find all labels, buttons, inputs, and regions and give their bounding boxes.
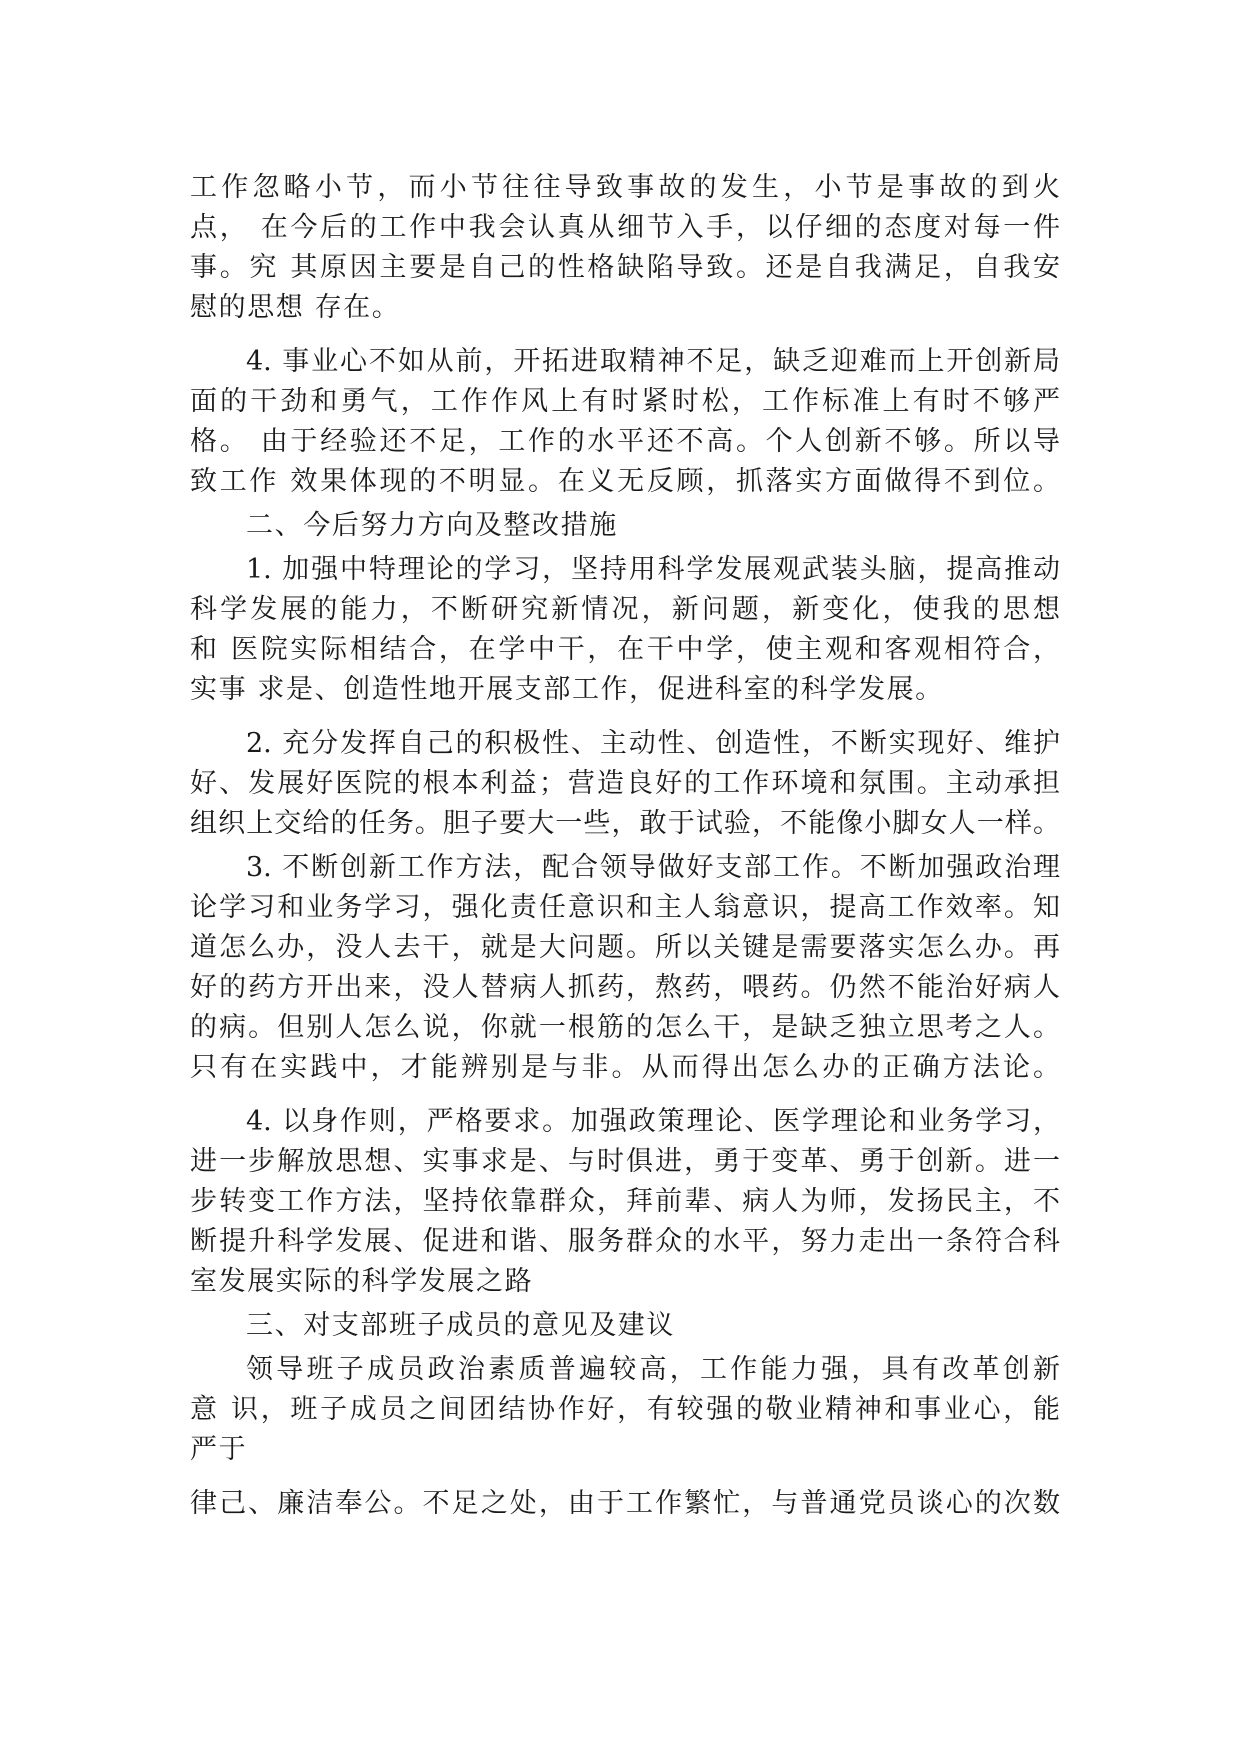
text-line: 格。 由于经验还不足，工作的水平还不高。个人创新不够。所以导 — [190, 426, 1060, 457]
text-line: 致工作 效果体现的不明显。在义无反顾，抓落实方面做得不到位。 — [190, 466, 1060, 497]
text-line: 实事 求是、创造性地开展支部工作，促进科室的科学发展。 — [190, 674, 944, 705]
text-line: 好、发展好医院的根本利益；营造良好的工作环境和氛围。主动承担 — [190, 768, 1060, 799]
text-line: 事。究 其原因主要是自己的性格缺陷导致。还是自我满足，自我安 — [190, 252, 1060, 283]
paragraph — [190, 724, 1060, 844]
text-line: 道怎么办，没人去干，就是大问题。所以关键是需要落实怎么办。再 — [190, 932, 1060, 963]
document-body — [190, 168, 1060, 1524]
text-line: 1. 加强中特理论的学习，坚持用科学发展观武装头脑，提高推动 — [246, 554, 1060, 585]
text-line: 和 医院实际相结合，在学中干，在干中学，使主观和客观相符合， — [190, 634, 1060, 665]
text-line: 断提升科学发展、促进和谐、服务群众的水平，努力走出一条符合科 — [190, 1226, 1060, 1257]
paragraph — [190, 1484, 1060, 1524]
text-line: 只有在实践中，才能辨别是与非。从而得出怎么办的正确方法论。 — [190, 1052, 1060, 1083]
text-line: 4. 事业心不如从前，开拓进取精神不足，缺乏迎难而上开创新局 — [246, 346, 1060, 377]
text-line: 好的药方开出来，没人替病人抓药，熬药，喂药。仍然不能治好病人 — [190, 972, 1060, 1003]
text-line: 2. 充分发挥自己的积极性、主动性、创造性，不断实现好、维护 — [246, 728, 1060, 759]
text-line: 慰的思想 存在。 — [190, 292, 401, 323]
text-line: 律己、廉洁奉公。不足之处，由于工作繁忙，与普通党员谈心的次数 — [190, 1488, 1060, 1519]
heading-text: 三、对支部班子成员的意见及建议 — [246, 1310, 675, 1341]
text-line: 意 识，班子成员之间团结协作好，有较强的敬业精神和事业心，能 — [190, 1394, 1060, 1425]
text-line: 点， 在今后的工作中我会认真从细节入手，以仔细的态度对每一件 — [190, 212, 1060, 243]
section-heading — [190, 1306, 1060, 1346]
paragraph — [190, 1102, 1060, 1302]
paragraph — [190, 168, 1060, 328]
text-line: 严于 — [190, 1434, 248, 1465]
text-line: 的病。但别人怎么说，你就一根筋的怎么干，是缺乏独立思考之人。 — [190, 1012, 1060, 1043]
paragraph — [190, 550, 1060, 710]
text-line: 论学习和业务学习，强化责任意识和主人翁意识，提高工作效率。知 — [190, 892, 1060, 923]
text-line: 室发展实际的科学发展之路 — [190, 1266, 534, 1297]
text-line: 步转变工作方法，坚持依靠群众，拜前辈、病人为师，发扬民主，不 — [190, 1186, 1060, 1217]
text-line: 4. 以身作则，严格要求。加强政策理论、医学理论和业务学习， — [246, 1106, 1060, 1137]
heading-text: 二、今后努力方向及整改措施 — [246, 510, 618, 541]
text-line: 3. 不断创新工作方法，配合领导做好支部工作。不断加强政治理 — [246, 852, 1060, 883]
text-line: 科学发展的能力，不断研究新情况，新问题，新变化，使我的思想 — [190, 594, 1060, 625]
text-line: 面的干劲和勇气，工作作风上有时紧时松，工作标准上有时不够严 — [190, 386, 1060, 417]
section-heading — [190, 506, 1060, 546]
paragraph — [190, 1350, 1060, 1470]
paragraph — [190, 342, 1060, 502]
text-line: 组织上交给的任务。胆子要大一些，敢于试验，不能像小脚女人一样。 — [190, 808, 1060, 839]
text-line: 进一步解放思想、实事求是、与时俱进，勇于变革、勇于创新。进一 — [190, 1146, 1060, 1177]
text-line: 工作忽略小节，而小节往往导致事故的发生，小节是事故的到火 — [190, 172, 1060, 203]
paragraph — [190, 848, 1060, 1088]
text-line: 领导班子成员政治素质普遍较高，工作能力强，具有改革创新 — [246, 1354, 1060, 1385]
